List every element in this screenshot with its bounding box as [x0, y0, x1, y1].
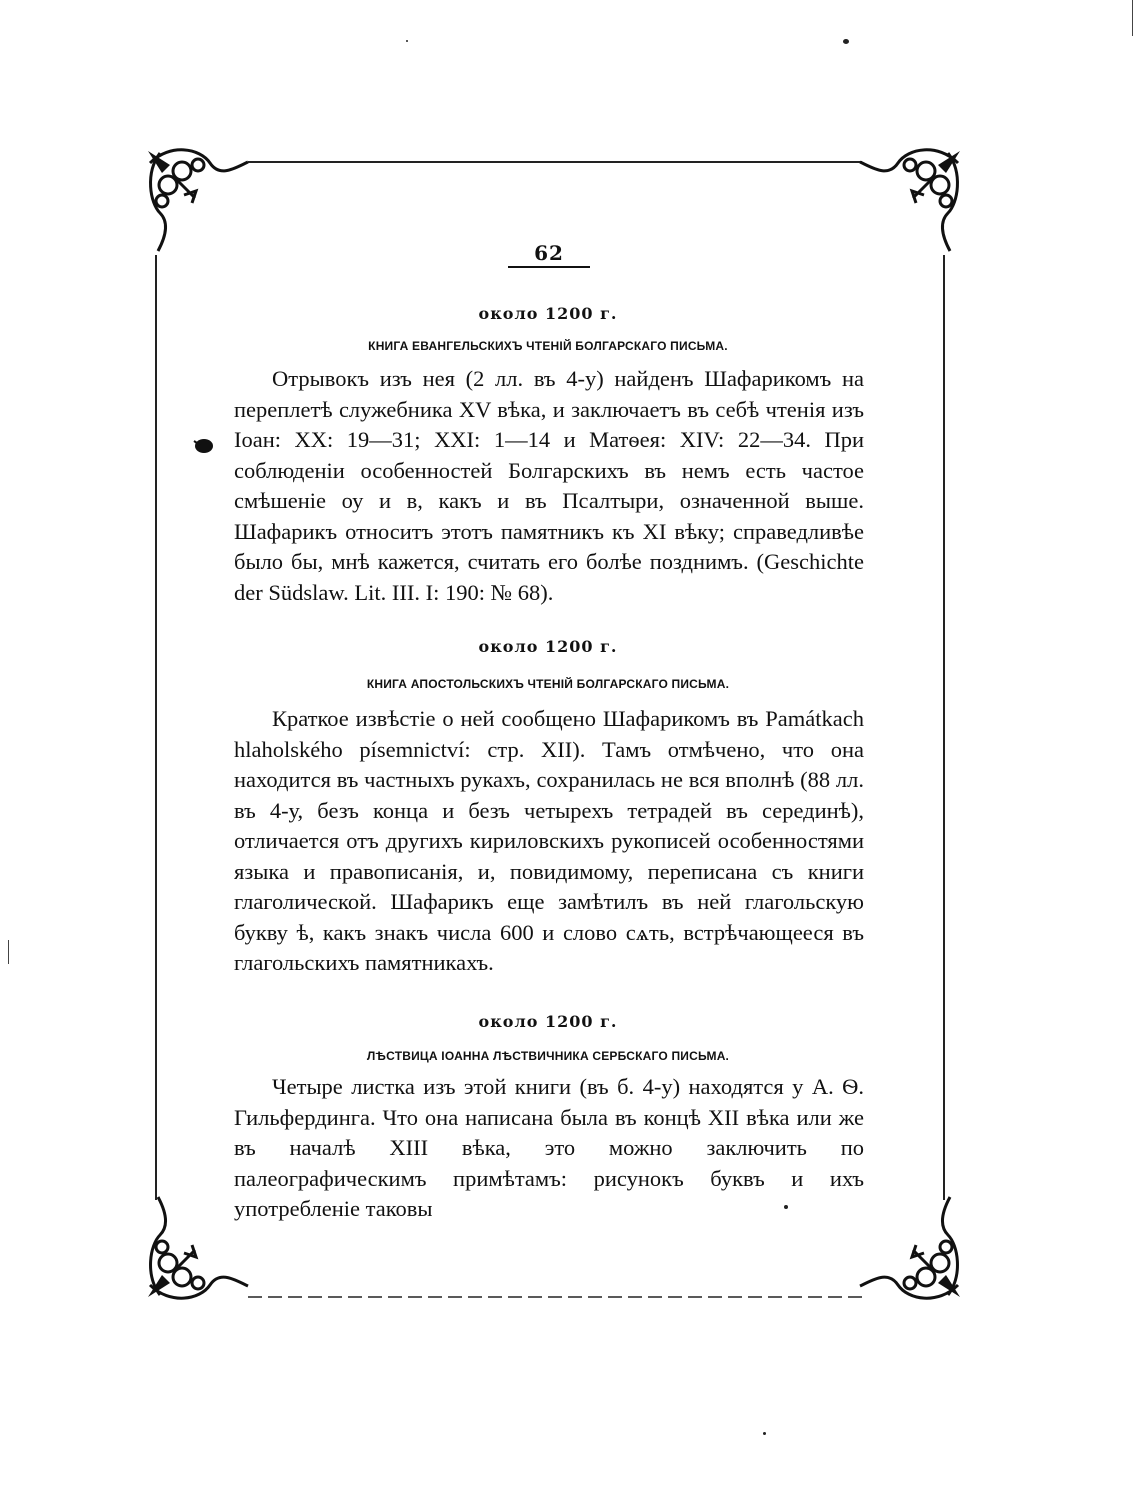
- section-body-text: Краткое извѣстіе о ней сообщено Шафарикомъ въ Památkach hlaholského písemnictví: стр. XII). Тамъ отмѣчено, что она находится въ частныхъ рукахъ, сохранилась не вся вполнѣ (88 лл. въ 4-у, безъ конца и безъ четырехъ тетрадей въ серединѣ), отличается отъ другихъ кириловскихъ рукописей особенностями языка и правописанія, и, повидимому, переписана съ книги глаголической. Шафарикъ еще замѣтилъ въ ней глагольскую букву ѣ, какъ знакъ числа 600 и слово сѧть, встрѣчающееся въ глагольскихъ памятникахъ.: [234, 706, 864, 975]
- corner-flourish-icon: [858, 1195, 968, 1305]
- scan-edge-line: [1132, 0, 1133, 36]
- section-date-heading: около 1200 г.: [478, 637, 618, 656]
- section-date-heading: около 1200 г.: [478, 1012, 618, 1031]
- section-body-text: Четыре листка изъ этой книги (въ б. 4-у) находятся у А. Ѳ. Гильфердинга. Что она написана была въ концѣ XII вѣка или же въ началѣ XIII вѣка, это можно заключить по палеографическимъ примѣтамъ: рисунокъ буквъ и ихъ употребленіе таковы: [234, 1074, 864, 1221]
- scan-speck: [843, 39, 849, 44]
- section-body-text: Отрывокъ изъ нея (2 лл. въ 4-у) найденъ Шафарикомъ на переплетѣ служебника XV вѣка, и заключаетъ въ себѣ чтенія изъ Іоан: XX: 19—31; XXI: 1—14 и Матѳея: XIV: 22—34. При соблюденіи особенностей Болгарскихъ въ немъ есть частое смѣшеніе оу и в, какъ и въ Псалтыри, означенной выше. Шафарикъ относитъ этотъ памятникъ къ XI вѣку; справедливѣе было бы, мнѣ кажется, считать его болѣе позднимъ. (Geschichte der Südslaw. Lit. III. I: 190: № 68).: [234, 366, 864, 605]
- section-title: ЛѢСТВИЦА ІОАННА ЛѢСТВИЧНИКА СЕРБСКАГО ПИСЬМА.: [366, 1049, 730, 1063]
- section-title: КНИГА АПОСТОЛЬСКИХЪ ЧТЕНІЙ БОЛГАРСКАГО ПИСЬМА.: [366, 677, 730, 691]
- scan-edge-line: [8, 940, 9, 964]
- page-number-rule: [508, 266, 590, 268]
- corner-flourish-icon: [140, 143, 250, 253]
- scan-speck: [763, 1432, 766, 1435]
- section-date-heading: около 1200 г.: [478, 304, 618, 323]
- scan-speck: [406, 40, 408, 42]
- section-title: КНИГА ЕВАНГЕЛЬСКИХЪ ЧТЕНІЙ БОЛГАРСКАГО ПИСЬМА.: [368, 339, 728, 353]
- margin-ink-blot-icon: [192, 437, 214, 455]
- page-number: 62: [534, 241, 564, 265]
- corner-flourish-icon: [858, 143, 968, 253]
